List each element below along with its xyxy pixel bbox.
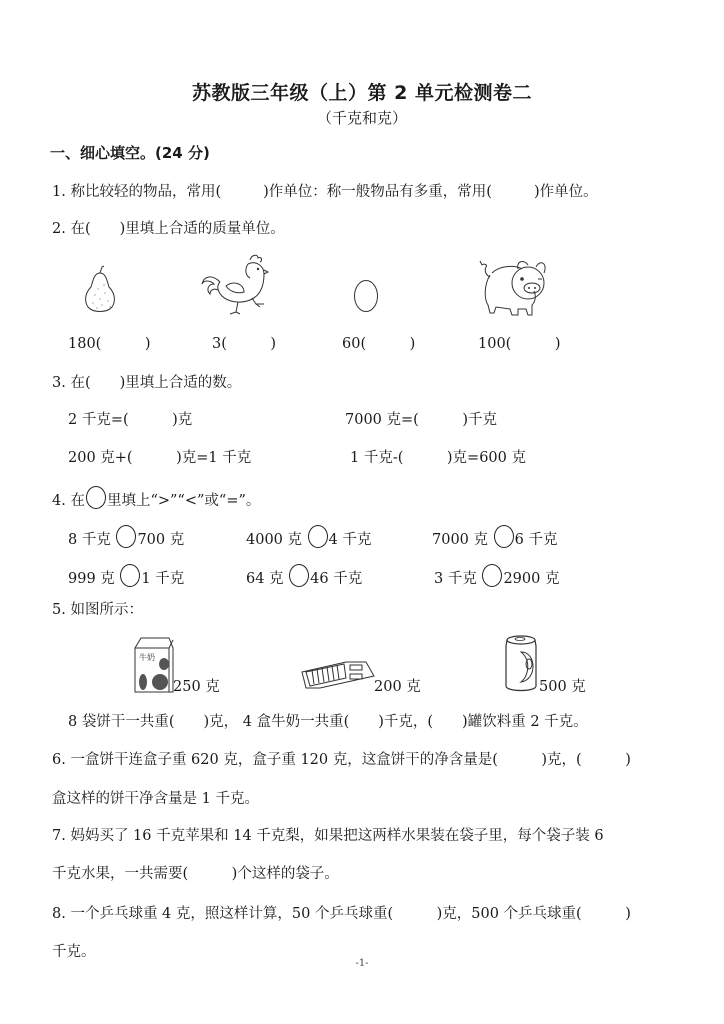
compare-circle-6[interactable] <box>482 564 502 587</box>
section-heading-fill-blanks: 一、细心填空。(24 分) <box>50 144 210 162</box>
drink-can-image <box>503 634 539 694</box>
q1-text-c: )作单位。 <box>533 184 598 200</box>
q4-item-6 <box>434 564 559 588</box>
q2-item-pear[interactable]: 180( ) <box>68 336 151 352</box>
q4-right: 1 千克 <box>141 571 185 587</box>
q3-item-4[interactable]: 1 千克-( )克=600 克 <box>350 450 526 466</box>
question-5-stem: 5. 如图所示： <box>52 602 143 618</box>
q4-left: 7000 克 <box>432 532 489 548</box>
q8-line-1[interactable]: 8. 一个乒乓球重 4 克，照这样计算，50 个乒乓球重( )克，500 个乒乓球重( ) <box>52 906 631 922</box>
question-1 <box>52 180 598 201</box>
can-weight-label: 500 克 <box>539 679 586 695</box>
q7-line-1: 7. 妈妈买了 16 千克苹果和 14 千克梨，如果把这两样水果装在袋子里，每个袋子装 6 <box>52 828 604 844</box>
q3-item-2[interactable]: 7000 克=( )千克 <box>345 412 497 428</box>
pear-image <box>80 265 120 315</box>
q4-right: 6 千克 <box>514 532 558 548</box>
q4-left: 4000 克 <box>246 532 303 548</box>
q4-item-1 <box>68 525 184 549</box>
q4-item-5 <box>246 564 362 588</box>
question-3-stem: 3. 在( )里填上合适的数。 <box>52 375 242 391</box>
q2-item-egg[interactable]: 60( ) <box>342 336 416 352</box>
compare-circle-2[interactable] <box>308 525 328 548</box>
milk-carton-image <box>133 636 175 694</box>
q4-left: 999 克 <box>68 571 115 587</box>
compare-circle-3[interactable] <box>494 525 514 548</box>
q4-left: 8 千克 <box>68 532 111 548</box>
q2-item-pig[interactable]: 100( ) <box>478 336 561 352</box>
question-2-stem: 2. 在( )里填上合适的质量单位。 <box>52 221 285 237</box>
page-title: 苏教版三年级（上）第 2 单元检测卷二 <box>192 82 532 104</box>
biscuit-weight-label: 200 克 <box>374 679 421 695</box>
page-number: -1- <box>355 958 369 969</box>
rooster-image <box>200 252 275 320</box>
compare-circle-4[interactable] <box>120 564 140 587</box>
q3-item-3[interactable]: 200 克+( )克=1 千克 <box>68 450 252 466</box>
question-4-stem <box>52 486 260 510</box>
q4-left: 64 克 <box>246 571 284 587</box>
q5-question[interactable]: 8 袋饼干一共重( )克， 4 盒牛奶一共重( )千克，( )罐饮料重 2 千克。 <box>68 714 588 730</box>
q4-item-4 <box>68 564 184 588</box>
q6-line-2: 盒这样的饼干净含量是 1 千克。 <box>52 791 259 807</box>
q2-item-rooster[interactable]: 3( ) <box>212 336 277 352</box>
q4-right: 4 千克 <box>328 532 372 548</box>
q1-text-b: )作单位：称一般物品有多重，常用( <box>263 184 492 200</box>
svg-text:牛奶: 牛奶 <box>139 653 155 662</box>
compare-circle-1[interactable] <box>116 525 136 548</box>
q4-right: 700 克 <box>137 532 185 548</box>
q4-stem-b: 里填上“>”“<”或“=”。 <box>106 493 261 509</box>
page-subtitle: （千克和克） <box>316 109 407 127</box>
egg-image <box>352 278 380 314</box>
q1-text-a: 1. 称比较轻的物品，常用( <box>52 184 222 200</box>
q3-item-1[interactable]: 2 千克=( )克 <box>68 412 193 428</box>
q4-left: 3 千克 <box>434 571 477 587</box>
q6-line-1[interactable]: 6. 一盒饼干连盒子重 620 克，盒子重 120 克，这盒饼干的净含量是( )克，( ) <box>52 752 631 768</box>
milk-weight-label: 250 克 <box>173 679 220 695</box>
q4-right: 2900 克 <box>503 571 560 587</box>
q7-line-2[interactable]: 千克水果，一共需要( )个这样的袋子。 <box>52 866 339 882</box>
q4-item-2 <box>246 525 371 549</box>
q8-line-2: 千克。 <box>52 944 96 960</box>
q4-stem-a: 4. 在 <box>52 493 85 509</box>
q4-item-3 <box>432 525 557 549</box>
q4-right: 46 千克 <box>310 571 363 587</box>
biscuit-pack-image <box>300 658 376 692</box>
pig-image <box>474 255 554 319</box>
compare-circle-5[interactable] <box>289 564 309 587</box>
circle-icon <box>86 486 106 509</box>
